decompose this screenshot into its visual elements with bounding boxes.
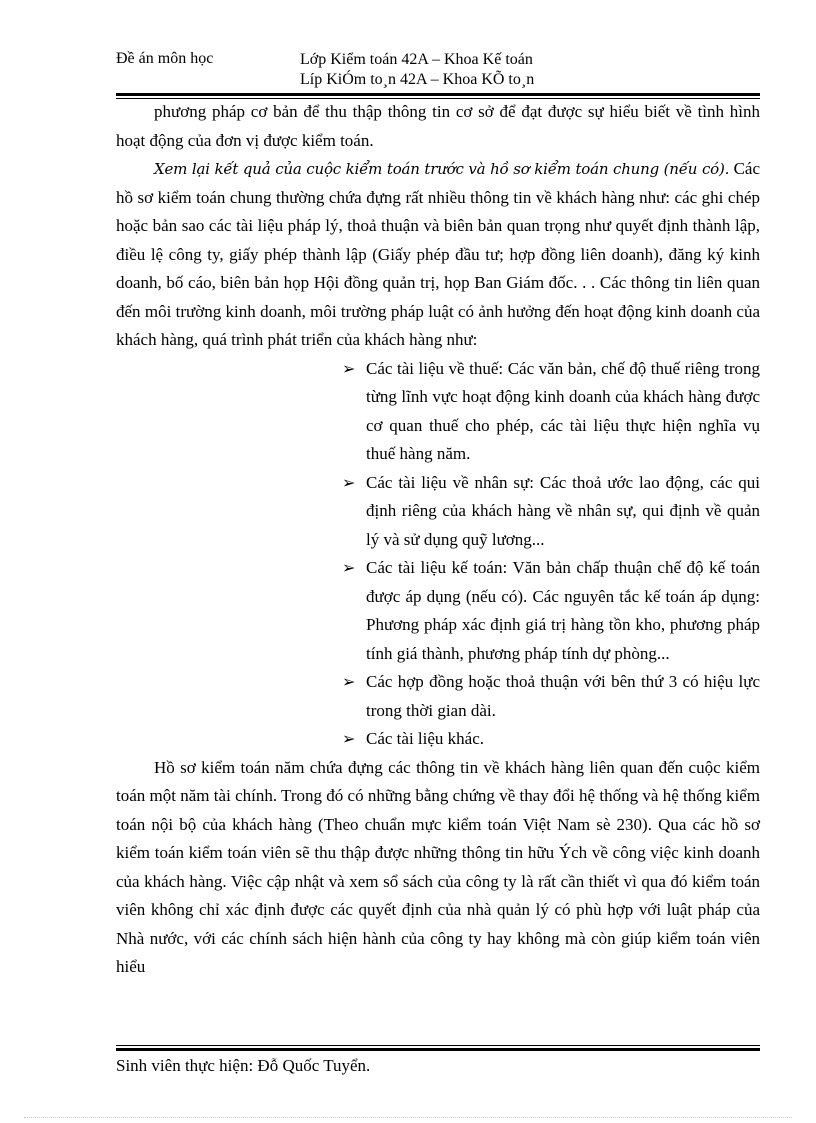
- list-item-text: Các tài liệu kế toán: Văn bản chấp thuận chế độ kế toán được áp dụng (nếu có). Các nguyên tắc kế toán áp dụng: Phương pháp xác định giá trị hàng tồn kho, phương pháp tính giá thành, phương pháp tính dự phòng...: [366, 558, 760, 663]
- paragraph-2-text: Các hồ sơ kiểm toán chung thường chứa đựng rất nhiều thông tin về khách hàng như: các ghi chép hoặc bản sao các tài liệu pháp lý, thoả thuận và biên bản quan trọng như quyết định thành lập, điều lệ công ty, giấy phép thành lập (Giấy phép đầu tư; hợp đồng liên doanh), đăng ký kinh doanh, bố cáo, biên bản họp Hội đồng quản trị, họp Ban Giám đốc. . . Các thông tin liên quan đến môi trường kinh doanh, môi trường pháp luật có ảnh hưởng đến hoạt động kinh doanh của khách hàng, quá trình phát triển của khách hàng như:: [116, 159, 760, 349]
- arrow-bullet-icon: ➢: [342, 358, 356, 378]
- paragraph-3: Hồ sơ kiểm toán năm chứa đựng các thông tin về khách hàng liên quan đến cuộc kiểm toán một năm tài chính. Trong đó có những bằng chứng về thay đổi hệ thống và hệ thống kiểm toán nội bộ của khách hàng (Theo chuẩn mực kiểm toán Việt Nam sè 230). Qua các hồ sơ kiểm toán kiểm toán viên sẽ thu thập được những thông tin hữu Ých về công việc kinh doanh của khách hàng. Việc cập nhật và xem sổ sách của công ty là rất cần thiết vì qua đó kiểm toán viên không chỉ xác định được các quyết định của nhà quản lý có phù hợp với luật pháp của Nhà nước, với các chính sách hiện hành của công ty hay không mà còn giúp kiểm toán viên hiểu: [116, 757, 760, 976]
- list-item: [340, 355, 760, 469]
- list-item: [340, 469, 760, 555]
- header-rule-thick: [116, 93, 760, 96]
- list-item: [340, 554, 760, 668]
- document-body: [116, 98, 760, 982]
- list-item-text: Các tài liệu khác.: [366, 729, 485, 748]
- arrow-bullet-icon: ➢: [342, 558, 356, 577]
- list-item-text: Các tài liệu về thuế: Các văn bản, chế độ thuế riêng trong từng lĩnh vực hoạt động kinh doanh của khách hàng được cơ quan thuế cho phép, các tài liệu thực hiện nghĩa vụ thuế hàng năm.: [366, 358, 760, 463]
- list-item-text: Các tài liệu về nhân sự: Các thoả ước lao động, các qui định riêng của khách hàng về nhân sự, qui định về quản lý và sử dụng quỹ lương...: [366, 472, 760, 549]
- document-list: [340, 355, 760, 754]
- list-item: [340, 668, 760, 725]
- paragraph-1: phương pháp cơ bản để thu thập thông tin cơ sở để đạt được sự hiểu biết về tình hình hoạt động của đơn vị được kiểm toán.: [116, 102, 760, 150]
- list-item: [340, 725, 760, 754]
- header-class-line: Lớp Kiểm toán 42A – Khoa Kế toán: [300, 51, 533, 68]
- page-edge-divider: [24, 1117, 792, 1118]
- header-class: [300, 50, 534, 90]
- paragraph-2-heading: Xem lại kết quả của cuộc kiểm toán trước và hồ sơ kiểm toán chung (nếu có).: [154, 160, 730, 178]
- arrow-bullet-icon: ➢: [342, 672, 356, 691]
- footer-rule-thin: [116, 1045, 760, 1046]
- header-class-line-garbled: Líp KiÓm to¸n 42A – Khoa KÕ to¸n: [300, 71, 535, 88]
- list-item-text: Các hợp đồng hoặc thoả thuận với bên thứ 3 có hiệu lực trong thời gian dài.: [366, 672, 760, 720]
- arrow-bullet-icon: ➢: [342, 729, 356, 748]
- paragraph-2: [116, 155, 760, 355]
- footer-student: Sinh viên thực hiện: Đỗ Quốc Tuyển.: [116, 1056, 371, 1075]
- header-course: Đề án môn học: [116, 50, 214, 67]
- footer-rule-thick: [116, 1048, 760, 1051]
- arrow-bullet-icon: ➢: [342, 472, 356, 492]
